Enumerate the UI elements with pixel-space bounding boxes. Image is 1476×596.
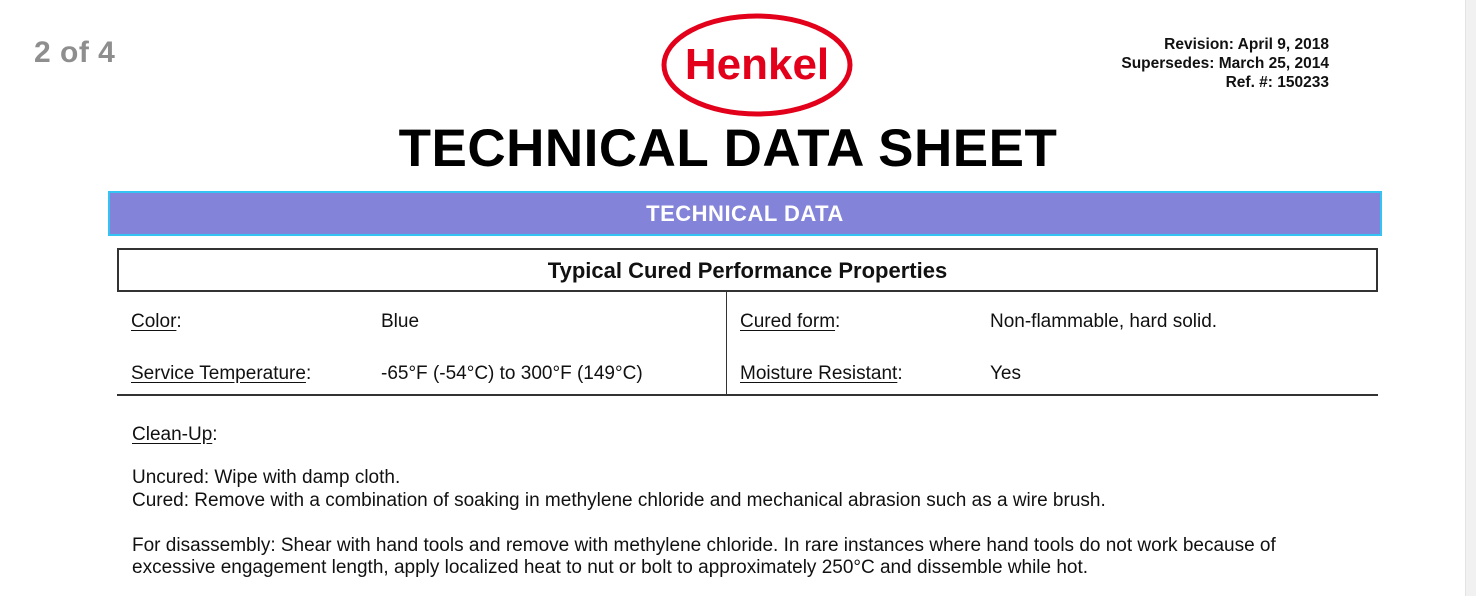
revision-block — [1121, 35, 1329, 92]
property-value-moisture-resistant: Yes — [990, 363, 1021, 384]
disassembly-text-line-1: For disassembly: Shear with hand tools and remove with methylene chloride. In rare instances where hand tools do not work because of — [132, 535, 1276, 556]
column-divider — [726, 292, 727, 394]
property-label-color: Color: — [131, 311, 182, 332]
disassembly-text-line-2: excessive engagement length, apply localized heat to nut or bolt to approximately 250°C and dissemble while hot. — [132, 557, 1089, 578]
revision-date: Revision: April 9, 2018 — [1164, 36, 1329, 53]
supersedes-date: Supersedes: March 25, 2014 — [1121, 55, 1329, 72]
property-label-moisture-resistant: Moisture Resistant: — [740, 363, 903, 384]
henkel-logo-text: Henkel — [684, 40, 830, 89]
property-value-service-temperature: -65°F (-54°C) to 300°F (149°C) — [381, 363, 643, 384]
property-label-cured-form: Cured form: — [740, 311, 841, 332]
properties-table — [117, 248, 1378, 396]
document-title: TECHNICAL DATA SHEET — [398, 119, 1058, 178]
cleanup-cured-text: Cured: Remove with a combination of soaking in methylene chloride and mechanical abrasion such as a wire brush. — [132, 490, 1106, 511]
reference-number: Ref. #: 150233 — [1225, 74, 1329, 91]
property-value-color: Blue — [381, 311, 420, 332]
cleanup-uncured-text: Uncured: Wipe with damp cloth. — [132, 467, 401, 488]
henkel-logo — [659, 12, 855, 118]
property-label-service-temperature: Service Temperature: — [131, 363, 312, 384]
cleanup-heading: Clean-Up: — [132, 424, 218, 445]
page-scroll-edge[interactable] — [1465, 0, 1476, 596]
properties-table-header: Typical Cured Performance Properties — [117, 248, 1378, 292]
property-value-cured-form: Non-flammable, hard solid. — [990, 311, 1218, 332]
section-header-technical-data: TECHNICAL DATA — [108, 191, 1382, 236]
properties-table-body — [117, 292, 1378, 396]
page-indicator: 2 of 4 — [34, 36, 116, 69]
